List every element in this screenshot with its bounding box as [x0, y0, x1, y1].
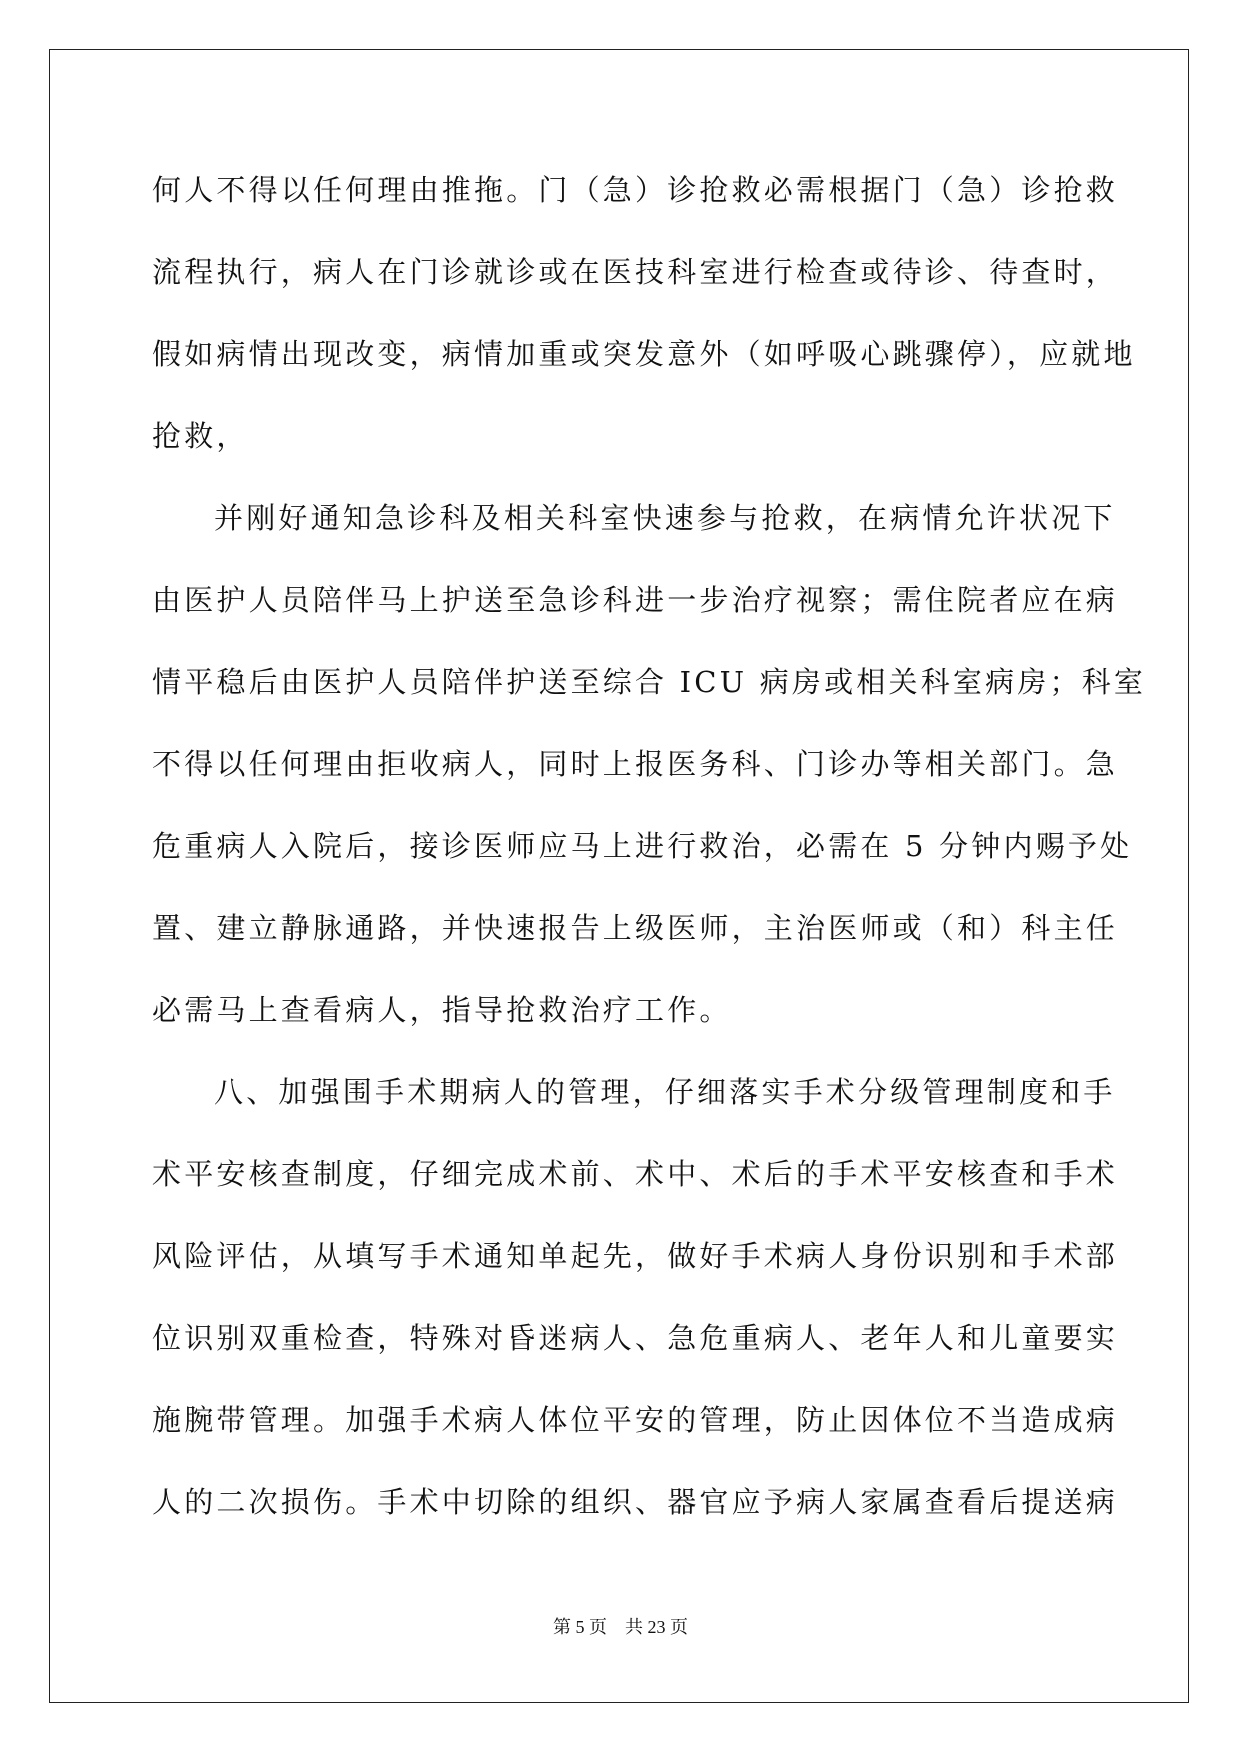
text-line-3: 假如病情出现改变，病情加重或突发意外（如呼吸心跳骤停），应就地	[152, 337, 1136, 371]
text-line-1: 何人不得以任何理由推拖。门（急）诊抢救必需根据门（急）诊抢救	[152, 173, 1119, 207]
text-line-7: 情平稳后由医护人员陪伴护送至综合 ICU 病房或相关科室病房；科室	[152, 665, 1147, 699]
text-line-2: 流程执行，病人在门诊就诊或在医技科室进行检查或待诊、待查时，	[152, 255, 1119, 289]
document-body	[152, 162, 1147, 1556]
text-line-9: 危重病人入院后，接诊医师应马上进行救治，必需在 5 分钟内赐予处	[152, 829, 1133, 863]
text-line-16: 施腕带管理。加强手术病人体位平安的管理，防止因体位不当造成病	[152, 1403, 1119, 1437]
text-line-17: 人的二次损伤。手术中切除的组织、器官应予病人家属查看后提送病	[152, 1485, 1119, 1519]
text-line-4: 抢救，	[152, 419, 249, 453]
text-line-11: 必需马上查看病人，指导抢救治疗工作。	[152, 993, 732, 1027]
text-line-14: 风险评估，从填写手术通知单起先，做好手术病人身份识别和手术部	[152, 1239, 1119, 1273]
text-line-10: 置、建立静脉通路，并快速报告上级医师，主治医师或（和）科主任	[152, 911, 1119, 945]
text-line-8: 不得以任何理由拒收病人，同时上报医务科、门诊办等相关部门。急	[152, 747, 1119, 781]
text-line-12: 八、加强围手术期病人的管理，仔细落实手术分级管理制度和手	[214, 1075, 1116, 1109]
text-line-5: 并刚好通知急诊科及相关科室快速参与抢救，在病情允许状况下	[214, 501, 1116, 535]
text-line-6: 由医护人员陪伴马上护送至急诊科进一步治疗视察；需住院者应在病	[152, 583, 1119, 617]
text-line-15: 位识别双重检查，特殊对昏迷病人、急危重病人、老年人和儿童要实	[152, 1321, 1119, 1355]
text-line-13: 术平安核查制度，仔细完成术前、术中、术后的手术平安核查和手术	[152, 1157, 1119, 1191]
page-number-footer: 第 5 页 共 23 页	[553, 1617, 688, 1637]
